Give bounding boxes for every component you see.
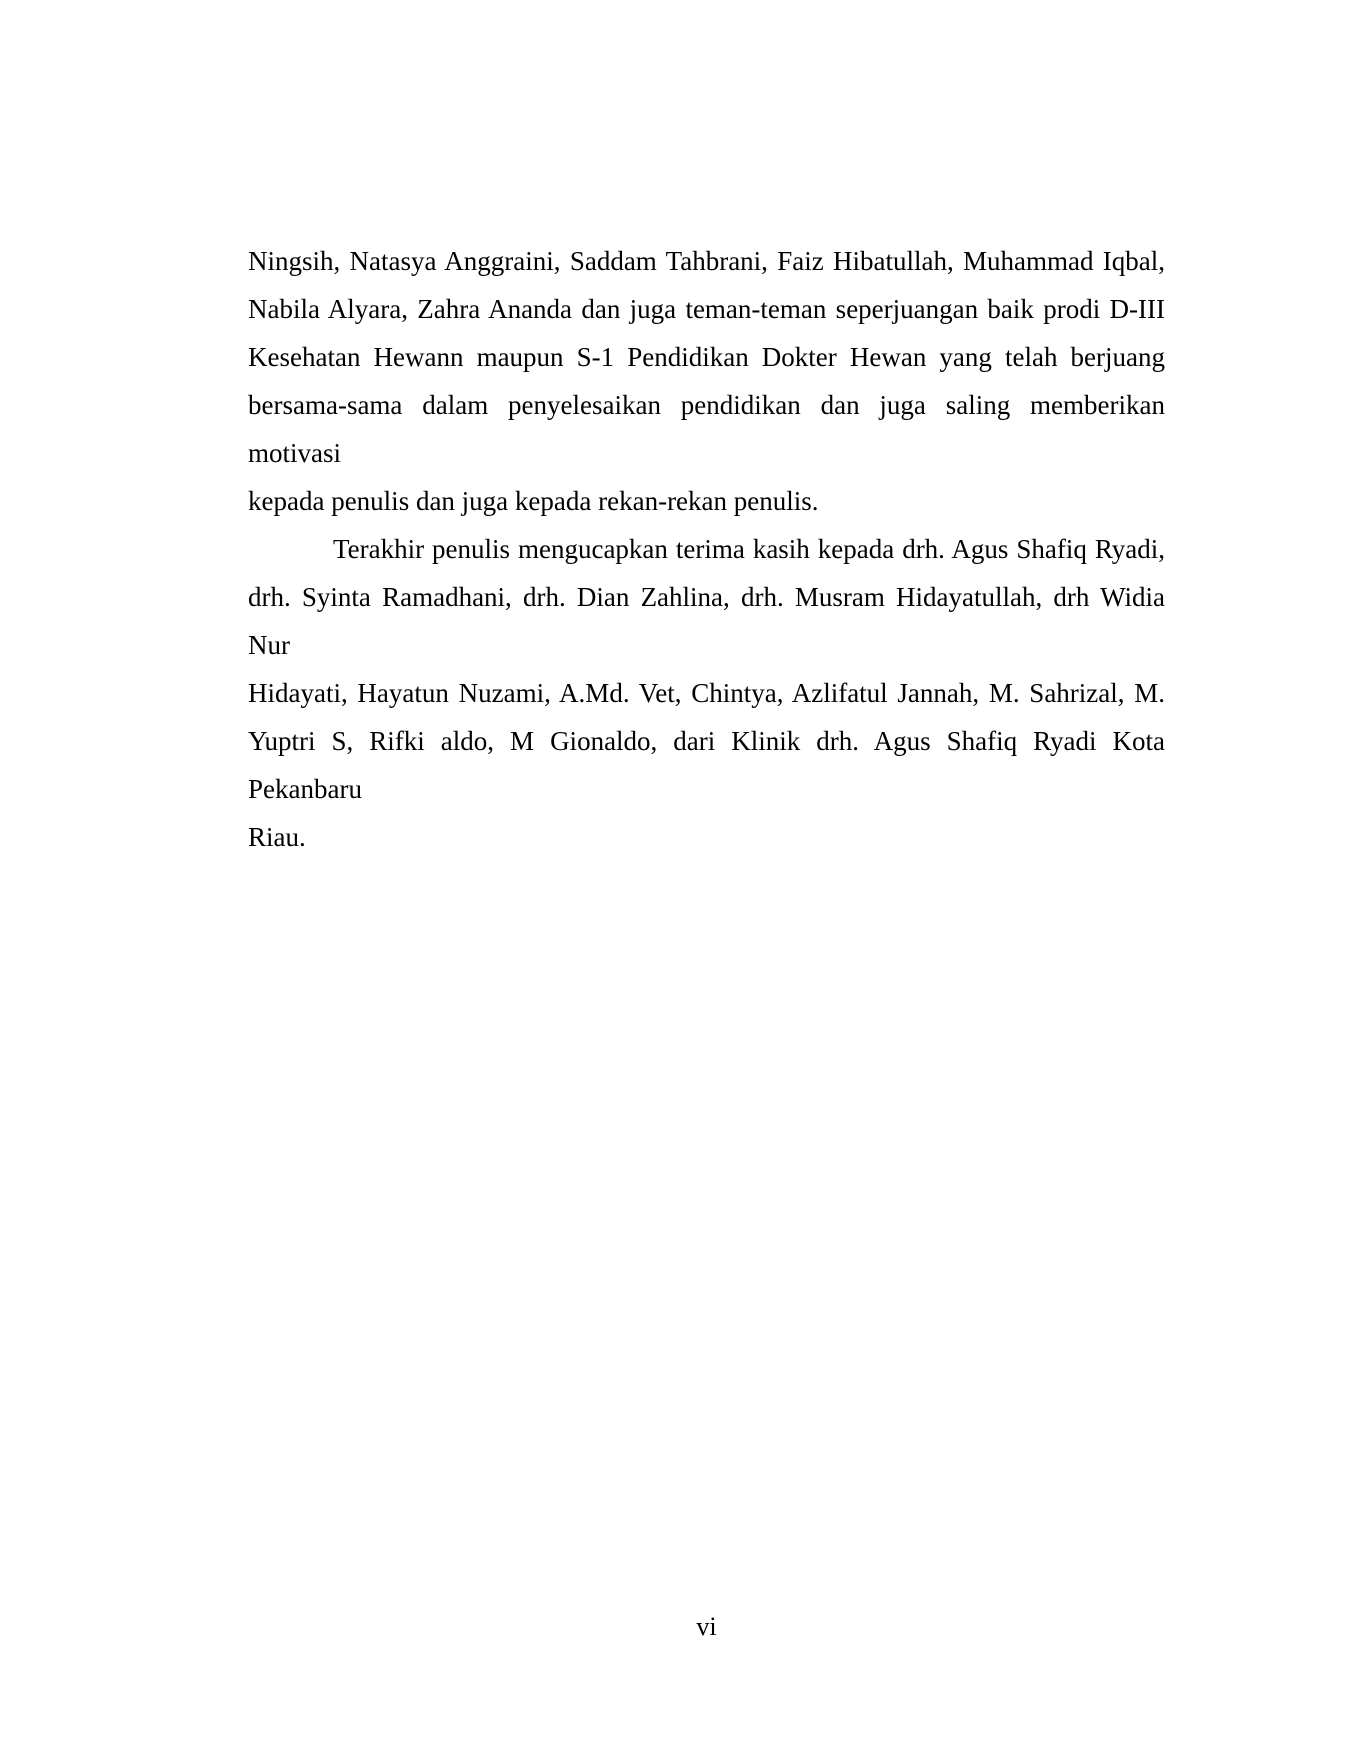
page-number: vi — [696, 1612, 717, 1641]
text-line: Kesehatan Hewann maupun S-1 Pendidikan Dokter Hewan yang telah berjuang — [248, 342, 1165, 372]
text-line: Yuptri S, Rifki aldo, M Gionaldo, dari Klinik drh. Agus Shafiq Ryadi Kota Pekanbaru — [248, 726, 1165, 804]
text-line: bersama-sama dalam penyelesaikan pendidikan dan juga saling memberikan motivasi — [248, 390, 1165, 468]
text-line: Riau. — [248, 822, 306, 852]
text-line: Nabila Alyara, Zahra Ananda dan juga teman-teman seperjuangan baik prodi D-III — [248, 294, 1165, 324]
text-line: Hidayati, Hayatun Nuzami, A.Md. Vet, Chintya, Azlifatul Jannah, M. Sahrizal, M. — [248, 678, 1165, 708]
paragraph-acknowledgement-clinic — [248, 525, 1165, 861]
paragraph-acknowledgement-friends — [248, 237, 1165, 525]
text-line: drh. Syinta Ramadhani, drh. Dian Zahlina, drh. Musram Hidayatullah, drh Widia Nur — [248, 582, 1165, 660]
text-line: kepada penulis dan juga kepada rekan-rekan penulis. — [248, 486, 819, 516]
text-line: Ningsih, Natasya Anggraini, Saddam Tahbrani, Faiz Hibatullah, Muhammad Iqbal, — [248, 246, 1165, 276]
text-line: Terakhir penulis mengucapkan terima kasih kepada drh. Agus Shafiq Ryadi, — [333, 534, 1165, 564]
body-text — [248, 237, 1165, 861]
